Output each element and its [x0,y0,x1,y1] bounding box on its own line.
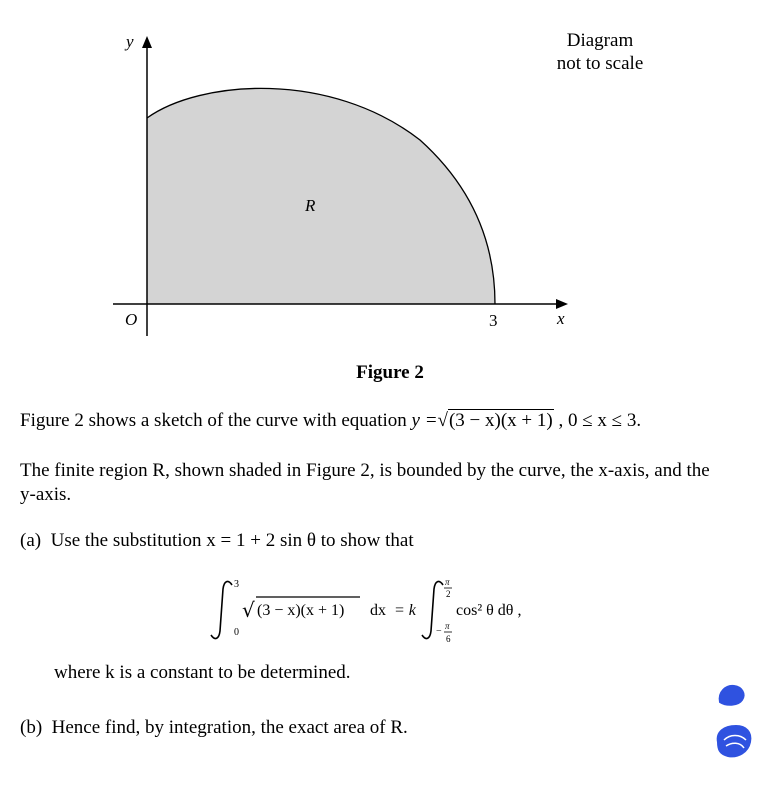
lhs-integrand: (3 − x)(x + 1) [257,602,345,619]
lhs-integral-sign-icon [211,582,232,639]
equation-lhs: y = [411,410,438,431]
diagram-note-line2: not to scale [556,53,644,74]
rhs-lower-pi: π [445,621,450,631]
rhs-lower-sign: − [436,626,442,637]
lhs-sqrt-icon: √ [242,598,255,622]
scribble-mark-bottom [718,726,751,756]
blue-scribble-marks [712,680,762,770]
integral-equation [200,575,560,655]
part-b-text: Hence find, by integration, the exact area of R. [51,717,408,738]
intro-text: Figure 2 shows a sketch of the curve with equation [20,410,407,431]
x-tick-label-3: 3 [489,311,498,330]
lhs-upper-limit: 3 [234,579,239,590]
y-axis-arrow-icon [142,36,152,48]
sqrt-sign: √(3 − x)(x + 1) [437,410,553,431]
part-b [20,716,760,740]
lhs-dx: dx [370,602,386,619]
part-a-text: Use the substitution x = 1 + 2 sin θ to show that [50,530,414,551]
intro-paragraph [20,409,760,433]
equation-radicand: (3 − x)(x + 1) [448,410,553,431]
rhs-upper-den: 2 [446,589,451,599]
origin-label: O [125,310,138,329]
rhs-upper-pi: π [445,577,450,587]
rhs-integrand: cos² θ dθ , [456,602,522,619]
lhs-lower-limit: 0 [234,627,239,638]
part-a-where-k: where k is a constant to be determined. [54,662,351,683]
rhs-lower-den: 6 [446,634,451,644]
region-description-line1: The finite region R, shown shaded in Figure 2, is bounded by the curve, the x-axis, and the [20,460,710,481]
figure-caption: Figure 2 [356,362,424,383]
part-a [20,529,760,553]
x-axis-arrow-icon [556,299,568,309]
diagram-note-line1: Diagram [566,30,634,51]
x-axis-label: x [557,309,565,328]
scribble-mark-top [720,686,744,705]
part-a-marker: (a) [20,530,42,551]
region-description-line2: y-axis. [20,484,72,505]
region-label: R [305,196,316,215]
shaded-region-r [147,88,495,304]
equation-domain: , 0 ≤ x ≤ 3. [558,410,642,431]
part-b-marker: (b) [20,717,43,738]
y-axis-label: y [126,32,134,51]
equals-k: = k [394,602,416,619]
